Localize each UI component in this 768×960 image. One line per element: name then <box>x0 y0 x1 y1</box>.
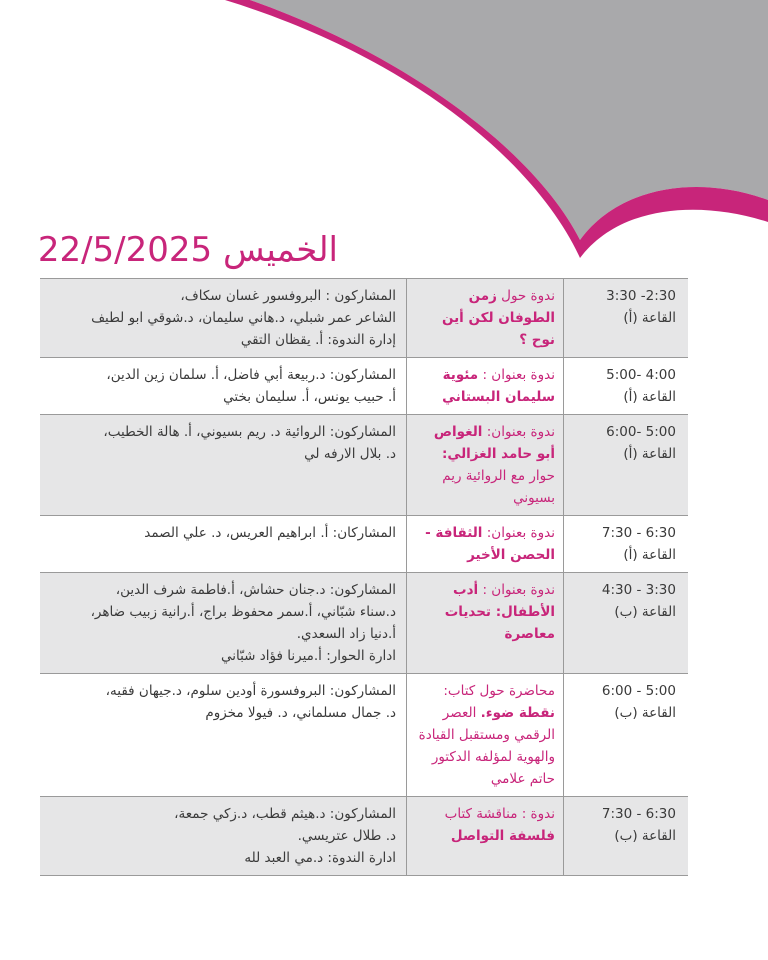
event-title: الثقافة - الحصن الأخير <box>425 525 555 563</box>
session-event-cell <box>407 279 564 358</box>
event-prefix: ندوة : مناقشة كتاب <box>444 806 555 822</box>
session-participants-cell <box>40 358 407 415</box>
participant-line: الشاعر عمر شبلي، د.هاني سليمان، د.شوقي ابو لطيف <box>91 310 396 326</box>
session-time: 6:30 - 7:30 <box>601 806 676 822</box>
schedule-row <box>40 674 688 797</box>
participant-line: المشاركون: الروائية د. ريم بسيوني، أ. هالة الخطيب، <box>103 424 396 440</box>
session-time: 2:30- 3:30 <box>606 288 676 304</box>
event-prefix: ندوة بعنوان: <box>482 525 555 541</box>
session-hall: القاعة (ب) <box>614 604 676 620</box>
event-prefix: ندوة بعنوان : <box>478 367 555 383</box>
participant-line: المشاركون: البروفسورة أودين سلوم، د.جيهان فقيه، <box>105 683 396 699</box>
schedule-row <box>40 797 688 876</box>
session-time-cell <box>564 674 689 797</box>
participant-line: د. بلال الارفه لي <box>304 446 396 462</box>
session-hall: القاعة (أ) <box>623 547 676 563</box>
event-description: العصر الرقمي ومستقبل القيادة والهوية لمؤلفه الدكتور حاتم علامي <box>418 705 555 787</box>
event-description: حوار مع الروائية ريم بسيوني <box>442 468 555 506</box>
session-time-cell <box>564 573 689 674</box>
day-title: الخميس 22/5/2025 <box>37 230 338 270</box>
session-participants-cell <box>40 516 407 573</box>
session-hall: القاعة (أ) <box>623 446 676 462</box>
session-time-cell <box>564 358 689 415</box>
session-hall: القاعة (ب) <box>614 705 676 721</box>
participant-line: المشاركان: أ. ابراهيم العريس، د. علي الصمد <box>144 525 396 541</box>
event-title: مئوية سليمان البستاني <box>442 367 555 405</box>
session-time: 5:00 - 6:00 <box>601 683 676 699</box>
participant-line: د. طلال عتريسي. <box>297 828 396 844</box>
schedule-row <box>40 358 688 415</box>
session-time-cell <box>564 415 689 516</box>
event-title: نقطة ضوء. <box>480 705 555 721</box>
session-event-cell <box>407 674 564 797</box>
session-event-cell <box>407 415 564 516</box>
participant-line: أ. حبيب يونس، أ. سليمان بختي <box>223 389 396 405</box>
participant-line: المشاركون: د.هيثم قطب، د.زكي جمعة، <box>174 806 396 822</box>
session-event-cell <box>407 358 564 415</box>
participant-line: ادارة الندوة: د.مي العبد لله <box>244 850 396 866</box>
event-prefix: محاضرة حول كتاب: <box>443 683 555 699</box>
session-participants-cell <box>40 674 407 797</box>
schedule-row <box>40 516 688 573</box>
session-hall: القاعة (أ) <box>623 389 676 405</box>
schedule-table <box>40 278 688 876</box>
session-event-cell <box>407 573 564 674</box>
session-participants-cell <box>40 415 407 516</box>
participant-line: ادارة الحوار: أ.ميرنا فؤاد شبّاني <box>220 648 396 664</box>
schedule-row <box>40 415 688 516</box>
session-time: 3:30 - 4:30 <box>601 582 676 598</box>
session-event-cell <box>407 516 564 573</box>
participant-line: المشاركون: د.ربيعة أبي فاضل، أ. سلمان زين الدين، <box>106 367 396 383</box>
session-participants-cell <box>40 797 407 876</box>
page-decoration <box>0 0 768 260</box>
event-prefix: ندوة بعنوان : <box>478 582 555 598</box>
participant-line: المشاركون : البروفسور غسان سكاف، <box>180 288 396 304</box>
session-participants-cell <box>40 279 407 358</box>
session-event-cell <box>407 797 564 876</box>
session-time-cell <box>564 516 689 573</box>
event-title: زمن الطوفان لكن أين نوح ؟ <box>441 288 555 348</box>
participant-line: إدارة الندوة: أ. يقظان التقي <box>240 332 396 348</box>
session-hall: القاعة (ب) <box>614 828 676 844</box>
session-hall: القاعة (أ) <box>623 310 676 326</box>
session-time: 4:00 -5:00 <box>606 367 676 383</box>
session-participants-cell <box>40 573 407 674</box>
event-prefix: ندوة حول <box>496 288 555 304</box>
participant-line: د.سناء شبّاني، أ.سمر محفوظ براج، أ.رانية زبيب ضاهر، <box>90 604 396 620</box>
schedule-row <box>40 279 688 358</box>
session-time-cell <box>564 797 689 876</box>
session-time: 5:00 -6:00 <box>606 424 676 440</box>
participant-line: د. جمال مسلماني، د. فيولا مخزوم <box>205 705 396 721</box>
event-title: أدب الأطفال: تحديات معاصرة <box>444 582 555 642</box>
event-title: الغواص أبو حامد الغزالي: <box>433 424 555 462</box>
participant-line: أ.دنيا زاد السعدي. <box>296 626 396 642</box>
participant-line: المشاركون: د.جنان حشاش، أ.فاطمة شرف الدين، <box>115 582 396 598</box>
event-title: فلسفة التواصل <box>450 828 555 844</box>
schedule-row <box>40 573 688 674</box>
session-time-cell <box>564 279 689 358</box>
event-prefix: ندوة بعنوان: <box>482 424 555 440</box>
session-time: 6:30 - 7:30 <box>601 525 676 541</box>
